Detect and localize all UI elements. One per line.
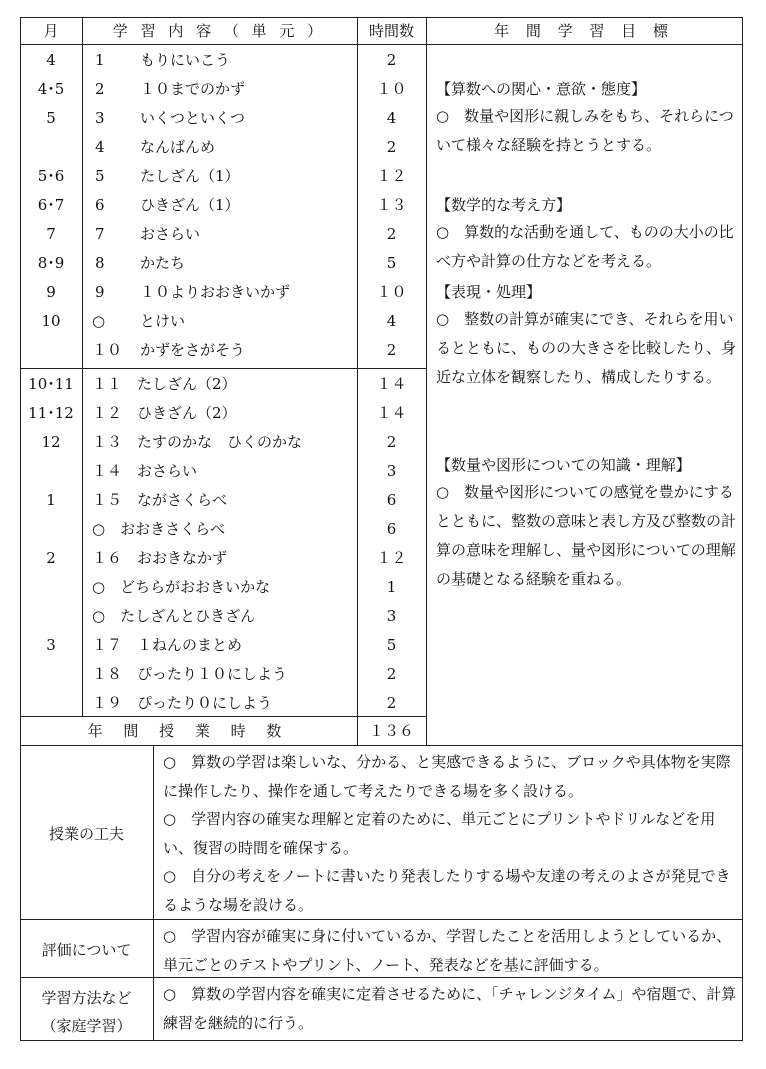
row-hours: 2 xyxy=(386,694,397,712)
row-hours: 5 xyxy=(386,636,397,654)
row-title: １０よりおおきいかず xyxy=(140,283,291,301)
row-unit: １３ たすのかな ひくのかな xyxy=(92,433,303,451)
row-unit: ○ おおきさくらべ xyxy=(92,520,226,538)
row-unit: １１ たしざん（2） xyxy=(92,375,237,393)
goal-body: ○ 数量や図形についての感覚を豊かにするとともに、整数の意味と表し方及び整数の計算の意味を理解し、量や図形についての理解の基礎となる経験を重ねる。 xyxy=(436,483,737,588)
row-num: 2 xyxy=(95,80,105,98)
lesson-ideas-label: 授業の工夫 xyxy=(48,825,124,843)
row-hours: 6 xyxy=(386,520,397,538)
row-unit: １７ １ねんのまとめ xyxy=(92,636,243,654)
row-num: 5 xyxy=(95,167,105,185)
row-month: 7 xyxy=(46,225,56,243)
row-num: 4 xyxy=(95,138,105,156)
row-month: 9 xyxy=(46,283,56,301)
row-unit: １２ ひきざん（2） xyxy=(92,404,237,422)
row-hours: 1 xyxy=(386,578,397,596)
row-title: おさらい xyxy=(140,225,201,243)
study-method-label: 学習方法など xyxy=(41,989,132,1007)
row-hours: 2 xyxy=(386,138,397,156)
row-unit: １６ おおきなかず xyxy=(92,549,228,567)
row-unit: １５ ながさくらべ xyxy=(92,491,228,509)
row-month: 10 xyxy=(41,312,61,330)
study-method-text: ○ 算数の学習内容を確実に定着させるために、「チャレンジタイム」や宿題で、計算練習を継続的に行う。 xyxy=(163,985,737,1032)
row-hours: １２ xyxy=(376,549,407,567)
row-month: 3 xyxy=(46,636,56,654)
home-study-label: （家庭学習） xyxy=(41,1017,132,1035)
row-unit: １８ ぴったり１０にしよう xyxy=(92,665,288,683)
row-hours: 2 xyxy=(386,665,397,683)
row-num: 1 xyxy=(95,51,105,69)
row-unit: １４ おさらい xyxy=(92,462,198,480)
row-num: 7 xyxy=(95,225,105,243)
row-hours: １０ xyxy=(376,80,407,98)
row-title: とけい xyxy=(140,312,186,330)
row-num: １０ xyxy=(92,341,123,359)
header-content: 学 習 内 容 （ 単 元 ） xyxy=(112,22,327,40)
goal-body: ○ 整数の計算が確実にでき、それらを用いるとともに、ものの大きさを比較したり、身近な立体を観察したり、構成したりする。 xyxy=(436,310,737,386)
row-hours: 4 xyxy=(386,109,397,127)
row-num: ○ xyxy=(92,312,106,330)
evaluation-text: ○ 学習内容が確実に身に付いているか、学習したことを活用しようとしているか、単元ごとのテストやプリント、ノート、発表などを基に評価する。 xyxy=(163,927,732,974)
row-month: 1 xyxy=(46,491,56,509)
lesson-idea: ○ 学習内容の確実な理解と定着のために、単元ごとにプリントやドリルなどを用い、復習の時間を確保する。 xyxy=(163,810,716,857)
row-hours: 2 xyxy=(386,225,397,243)
row-hours: １０ xyxy=(376,283,407,301)
row-title: なんばんめ xyxy=(140,138,216,156)
row-num: 8 xyxy=(95,254,105,272)
row-hours: 2 xyxy=(386,433,397,451)
goal-body: ○ 算数的な活動を通して、ものの大小の比べ方や計算の仕方などを考える。 xyxy=(436,223,734,270)
header-month: 月 xyxy=(43,22,59,40)
row-hours: 2 xyxy=(386,51,397,69)
row-hours: 3 xyxy=(386,462,397,480)
row-hours: １４ xyxy=(376,375,407,393)
row-hours: １２ xyxy=(376,167,407,185)
row-month: 12 xyxy=(41,433,61,451)
row-month: 11･12 xyxy=(28,404,74,422)
row-title: ひきざん（1） xyxy=(140,196,240,214)
row-title: １０までのかず xyxy=(140,80,246,98)
row-hours: 2 xyxy=(386,341,397,359)
row-hours: 5 xyxy=(386,254,397,272)
goal-heading: 【算数への関心・意欲・態度】 xyxy=(436,80,647,98)
row-title: もりにいこう xyxy=(140,51,231,69)
row-title: かたち xyxy=(140,254,186,272)
row-num: 3 xyxy=(95,109,105,127)
row-title: いくつといくつ xyxy=(140,109,246,127)
row-month: 10･11 xyxy=(28,375,74,393)
row-title: たしざん（1） xyxy=(140,167,240,185)
lesson-idea: ○ 算数の学習は楽しいな、分かる、と実感できるように、ブロックや具体物を実際に操作したり、操作を通して考えたりできる場を多く設ける。 xyxy=(163,753,731,800)
header-hours: 時間数 xyxy=(368,22,414,40)
total-hours: １３６ xyxy=(368,722,414,740)
row-unit: １９ ぴったり０にしよう xyxy=(92,694,273,712)
row-num: 9 xyxy=(95,283,105,301)
goal-heading: 【数学的な考え方】 xyxy=(436,196,572,214)
row-month: 5 xyxy=(46,109,56,127)
row-hours: 3 xyxy=(386,607,397,625)
row-month: 2 xyxy=(46,549,56,567)
row-month: 6･7 xyxy=(37,196,65,214)
row-hours: １４ xyxy=(376,404,407,422)
row-unit: ○ たしざんとひきざん xyxy=(92,607,256,625)
evaluation-label: 評価について xyxy=(41,941,132,959)
row-month: 8･9 xyxy=(37,254,65,272)
goal-heading: 【数量や図形についての知識・理解】 xyxy=(436,456,691,474)
row-hours: １３ xyxy=(376,196,407,214)
goal-body: ○ 数量や図形に親しみをもち、それらについて様々な経験を持とうとする。 xyxy=(436,107,734,154)
row-title: かずをさがそう xyxy=(140,341,246,359)
row-hours: 6 xyxy=(386,491,397,509)
lesson-idea: ○ 自分の考えをノートに書いたり発表したりする場や友達の考えのよさが発見できるような場を設ける。 xyxy=(163,867,731,914)
row-unit: ○ どちらがおおきいかな xyxy=(92,578,271,596)
row-month: 5･6 xyxy=(37,167,65,185)
row-hours: 4 xyxy=(386,312,397,330)
row-num: 6 xyxy=(95,196,105,214)
total-label: 年 間 授 業 時 数 xyxy=(87,722,290,740)
goal-heading: 【表現・処理】 xyxy=(436,283,542,301)
header-goals: 年 間 学 習 目 標 xyxy=(494,22,674,40)
row-month: 4 xyxy=(46,51,56,69)
row-month: 4･5 xyxy=(37,80,65,98)
